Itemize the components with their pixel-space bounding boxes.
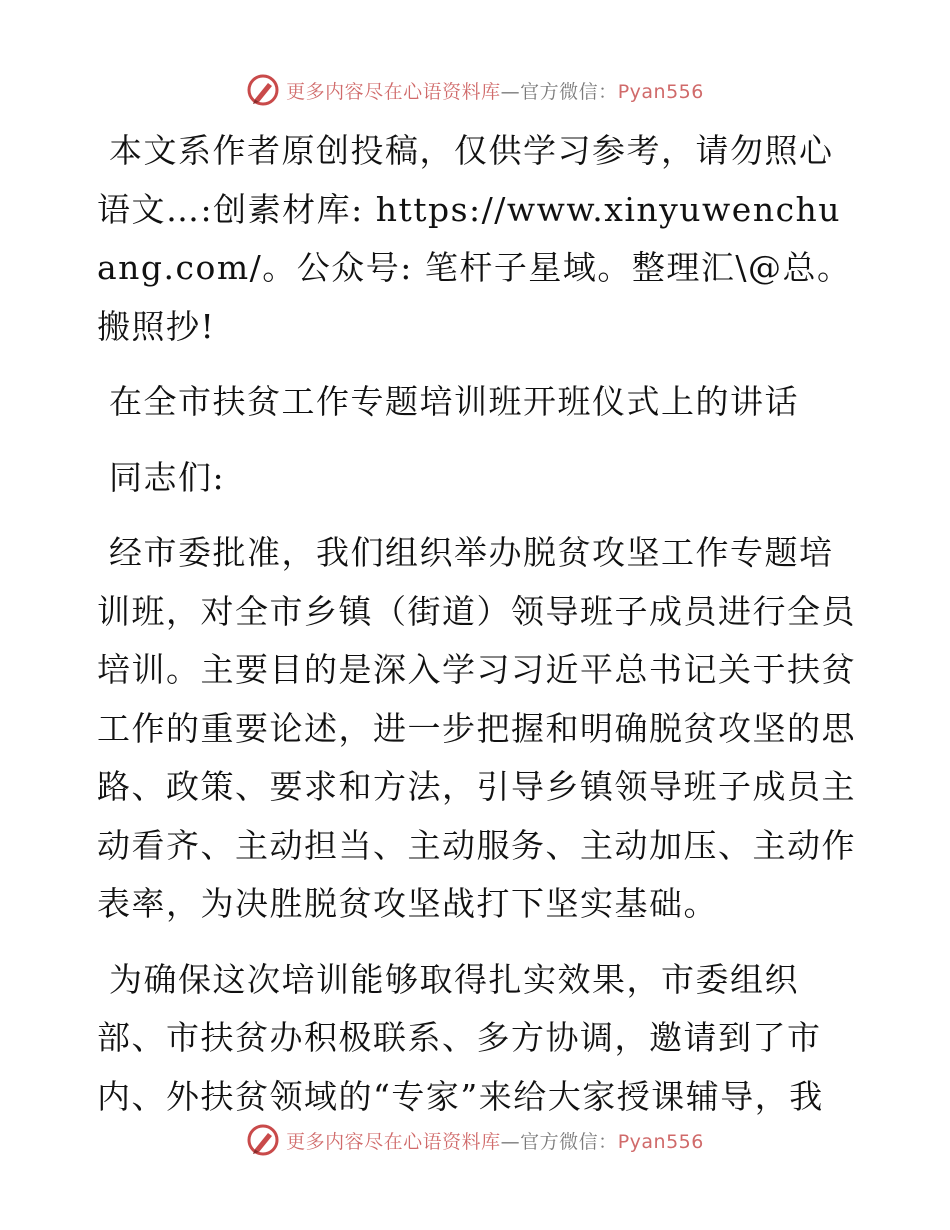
- watermark-id: Pyan556: [617, 80, 704, 103]
- salutation: 同志们:: [109, 457, 226, 497]
- footer-watermark: [0, 1120, 950, 1160]
- watermark-official: 官方微信：: [520, 1130, 618, 1153]
- paragraph-disclaimer: 本文系作者原创投稿，仅供学习参考，请勿照心语文…:创素材库: https://www.xinyuwenchuang.com/。公众号: 笔杆子星域。整理汇\@总。搬照抄!: [97, 131, 852, 346]
- watermark-text: [286, 77, 704, 104]
- document-body: [97, 122, 857, 1143]
- watermark-main: 更多内容尽在心语资料库: [286, 80, 501, 103]
- watermark-id: Pyan556: [617, 1130, 704, 1153]
- watermark-official: 官方微信：: [520, 80, 618, 103]
- pen-logo-icon: [246, 1123, 280, 1157]
- paragraph-training: 为确保这次培训能够取得扎实效果，市委组织部、市扶贫办积极联系、多方协调，邀请到了市内、外扶贫领域的“专家”来给大家授课辅导，我: [97, 959, 824, 1116]
- watermark-main: 更多内容尽在心语资料库: [286, 1130, 501, 1153]
- watermark-dash: —: [500, 80, 521, 103]
- pen-logo-icon: [246, 73, 280, 107]
- speech-title: 在全市扶贫工作专题培训班开班仪式上的讲话: [109, 382, 799, 421]
- paragraph-intro: 经市委批准，我们组织举办脱贫攻坚工作专题培训班，对全市乡镇（街道）领导班子成员进行全员培训。主要目的是深入学习习近平总书记关于扶贫工作的重要论述，进一步把握和明确脱贫攻坚的思路、政策、要求和方法，引导乡镇领导班子成员主动看齐、主动担当、主动服务、主动加压、主动作表率，为决胜脱贫攻坚战打下坚实基础。: [97, 533, 856, 923]
- watermark-text: [286, 1127, 704, 1154]
- watermark-dash: —: [500, 1130, 521, 1153]
- header-watermark: [0, 70, 950, 110]
